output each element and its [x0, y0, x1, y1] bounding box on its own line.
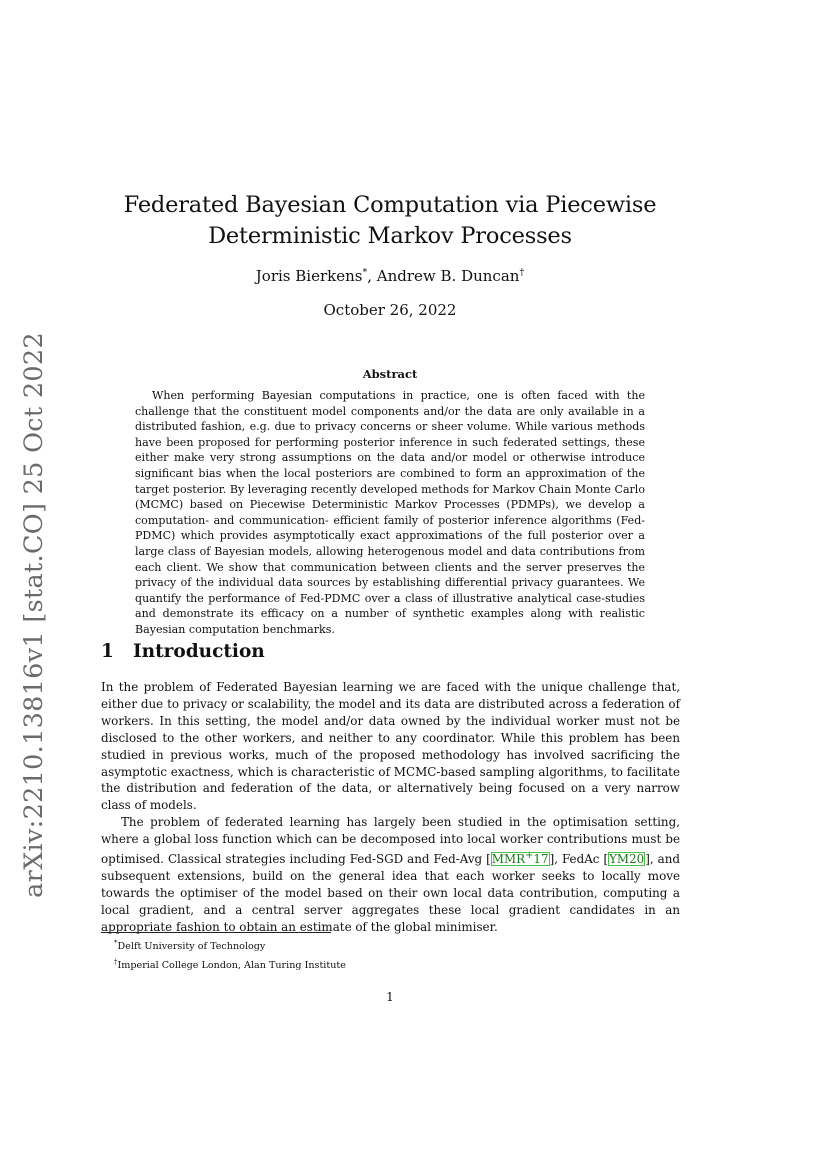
abstract-heading: Abstract	[362, 367, 418, 381]
intro-paragraph-2: The problem of federated learning has largely been studied in the optimisation setting, where a global loss function which can be decomposed into local worker contributions must be optimised. Classical strategies including Fed-SGD and Fed-Avg [MMR+17], FedAc [YM20], and subsequent extensions, build on the general idea that each worker seeks to locally move towards the optimiser of the model based on their own local data contribution, computing a local gradient, and a central server aggregates these local gradient candidates in an appropriate fashion to obtain an estimate of the global minimiser.	[101, 815, 680, 934]
footnotes	[114, 936, 346, 973]
intro-paragraph-1: In the problem of Federated Bayesian learning we are faced with the unique challenge that, either due to privacy or scalability, the model and its data are distributed across a federation of workers. In this setting, the model and/or data owned by the individual worker must not be disclosed to the other workers, and neither to any coordinator. While this problem has been studied in previous works, much of the proposed methodology has involved sacrificing the asymptotic exactness, which is characteristic of MCMC-based sampling algorithms, to facilitate the distribution and federation of the data, or alternatively being focused on a very narrow class of models.	[101, 680, 680, 813]
section-number: 1	[101, 641, 114, 662]
author-name: Joris Bierkens	[255, 267, 363, 285]
arxiv-identifier	[14, 332, 54, 898]
abstract-body: When performing Bayesian computations in practice, one is often faced with the challenge that the constituent model components and/or the data are only available in a distributed fashion, e.g. due to privacy concerns or sheer volume. While various methods have been proposed for performing posterior inference in such federated settings, these either make very strong assumptions on the data and/or model or otherwise introduce significant bias when the local posteriors are combined to form an approximation of the target posterior. By leveraging recently developed methods for Markov Chain Monte Carlo (MCMC) based on Piecewise Deterministic Markov Processes (PDMPs), we develop a computation- and communication- efficient family of posterior inference algorithms (Fed-PDMC) which provides asymptotically exact approximations of the full posterior over a large class of Bayesian models, allowing heterogenous model and data contributions from each client. We show that communication between clients and the server preserves the privacy of the individual data sources by establishing differential privacy guarantees. We quantify the performance of Fed-PDMC over a class of illustrative analytical case-studies and demonstrate its efficacy on a number of synthetic examples along with realistic Bayesian computation benchmarks.	[135, 389, 645, 636]
footnote-text: Delft University of Technology	[117, 941, 266, 953]
citation-link-mmr17[interactable]	[491, 852, 550, 866]
author-name: Andrew B. Duncan	[376, 267, 520, 285]
citation-mmr17-superscript: +	[525, 850, 534, 862]
page-number: 1	[386, 990, 394, 1004]
arxiv-identifier-text: arXiv:2210.13816v1 [stat.CO] 25 Oct 2022	[19, 332, 49, 898]
intro-paragraph-2-text: , and subsequent extensions, build on the general idea that each worker seeks to locally move towards the optimiser of the model based on their own local data contribution, computing a local gradient, and a central server aggregates these local gradient candidates in an appropriate fashion to obtain an estimate of the global minimiser.	[101, 852, 680, 934]
paper-date: October 26, 2022	[323, 301, 457, 319]
footnote	[114, 955, 346, 974]
title-line-1: Federated Bayesian Computation via Piecewise	[123, 192, 657, 218]
paper-title	[100, 190, 680, 252]
introduction-body	[101, 679, 680, 936]
citation-mmr17-year: 17	[533, 852, 549, 867]
section-heading	[101, 641, 265, 662]
intro-paragraph-2-text: The problem of federated learning has largely been studied in the optimisation setting, where a global loss function which can be decomposed into local worker contributions must be optimised. Classical strategies including Fed-SGD and Fed-Avg	[101, 815, 680, 867]
citation-mmr17-base: MMR	[491, 852, 526, 867]
citation-link-ym20[interactable]: YM20	[609, 852, 645, 867]
footnote-divider	[101, 932, 331, 933]
author-list: Joris Bierkens*, Andrew B. Duncan†	[255, 267, 525, 285]
section-title: Introduction	[133, 641, 265, 662]
title-line-2: Deterministic Markov Processes	[208, 223, 572, 249]
author-footnote-mark: *	[362, 267, 368, 278]
intro-paragraph-2-text: , FedAc	[554, 852, 604, 867]
footnote-mark: *	[114, 939, 118, 947]
footnote-text: Imperial College London, Alan Turing Institute	[117, 959, 346, 971]
footnote-mark: †	[114, 957, 118, 966]
author-footnote-mark: †	[519, 267, 525, 278]
footnote	[114, 936, 346, 955]
